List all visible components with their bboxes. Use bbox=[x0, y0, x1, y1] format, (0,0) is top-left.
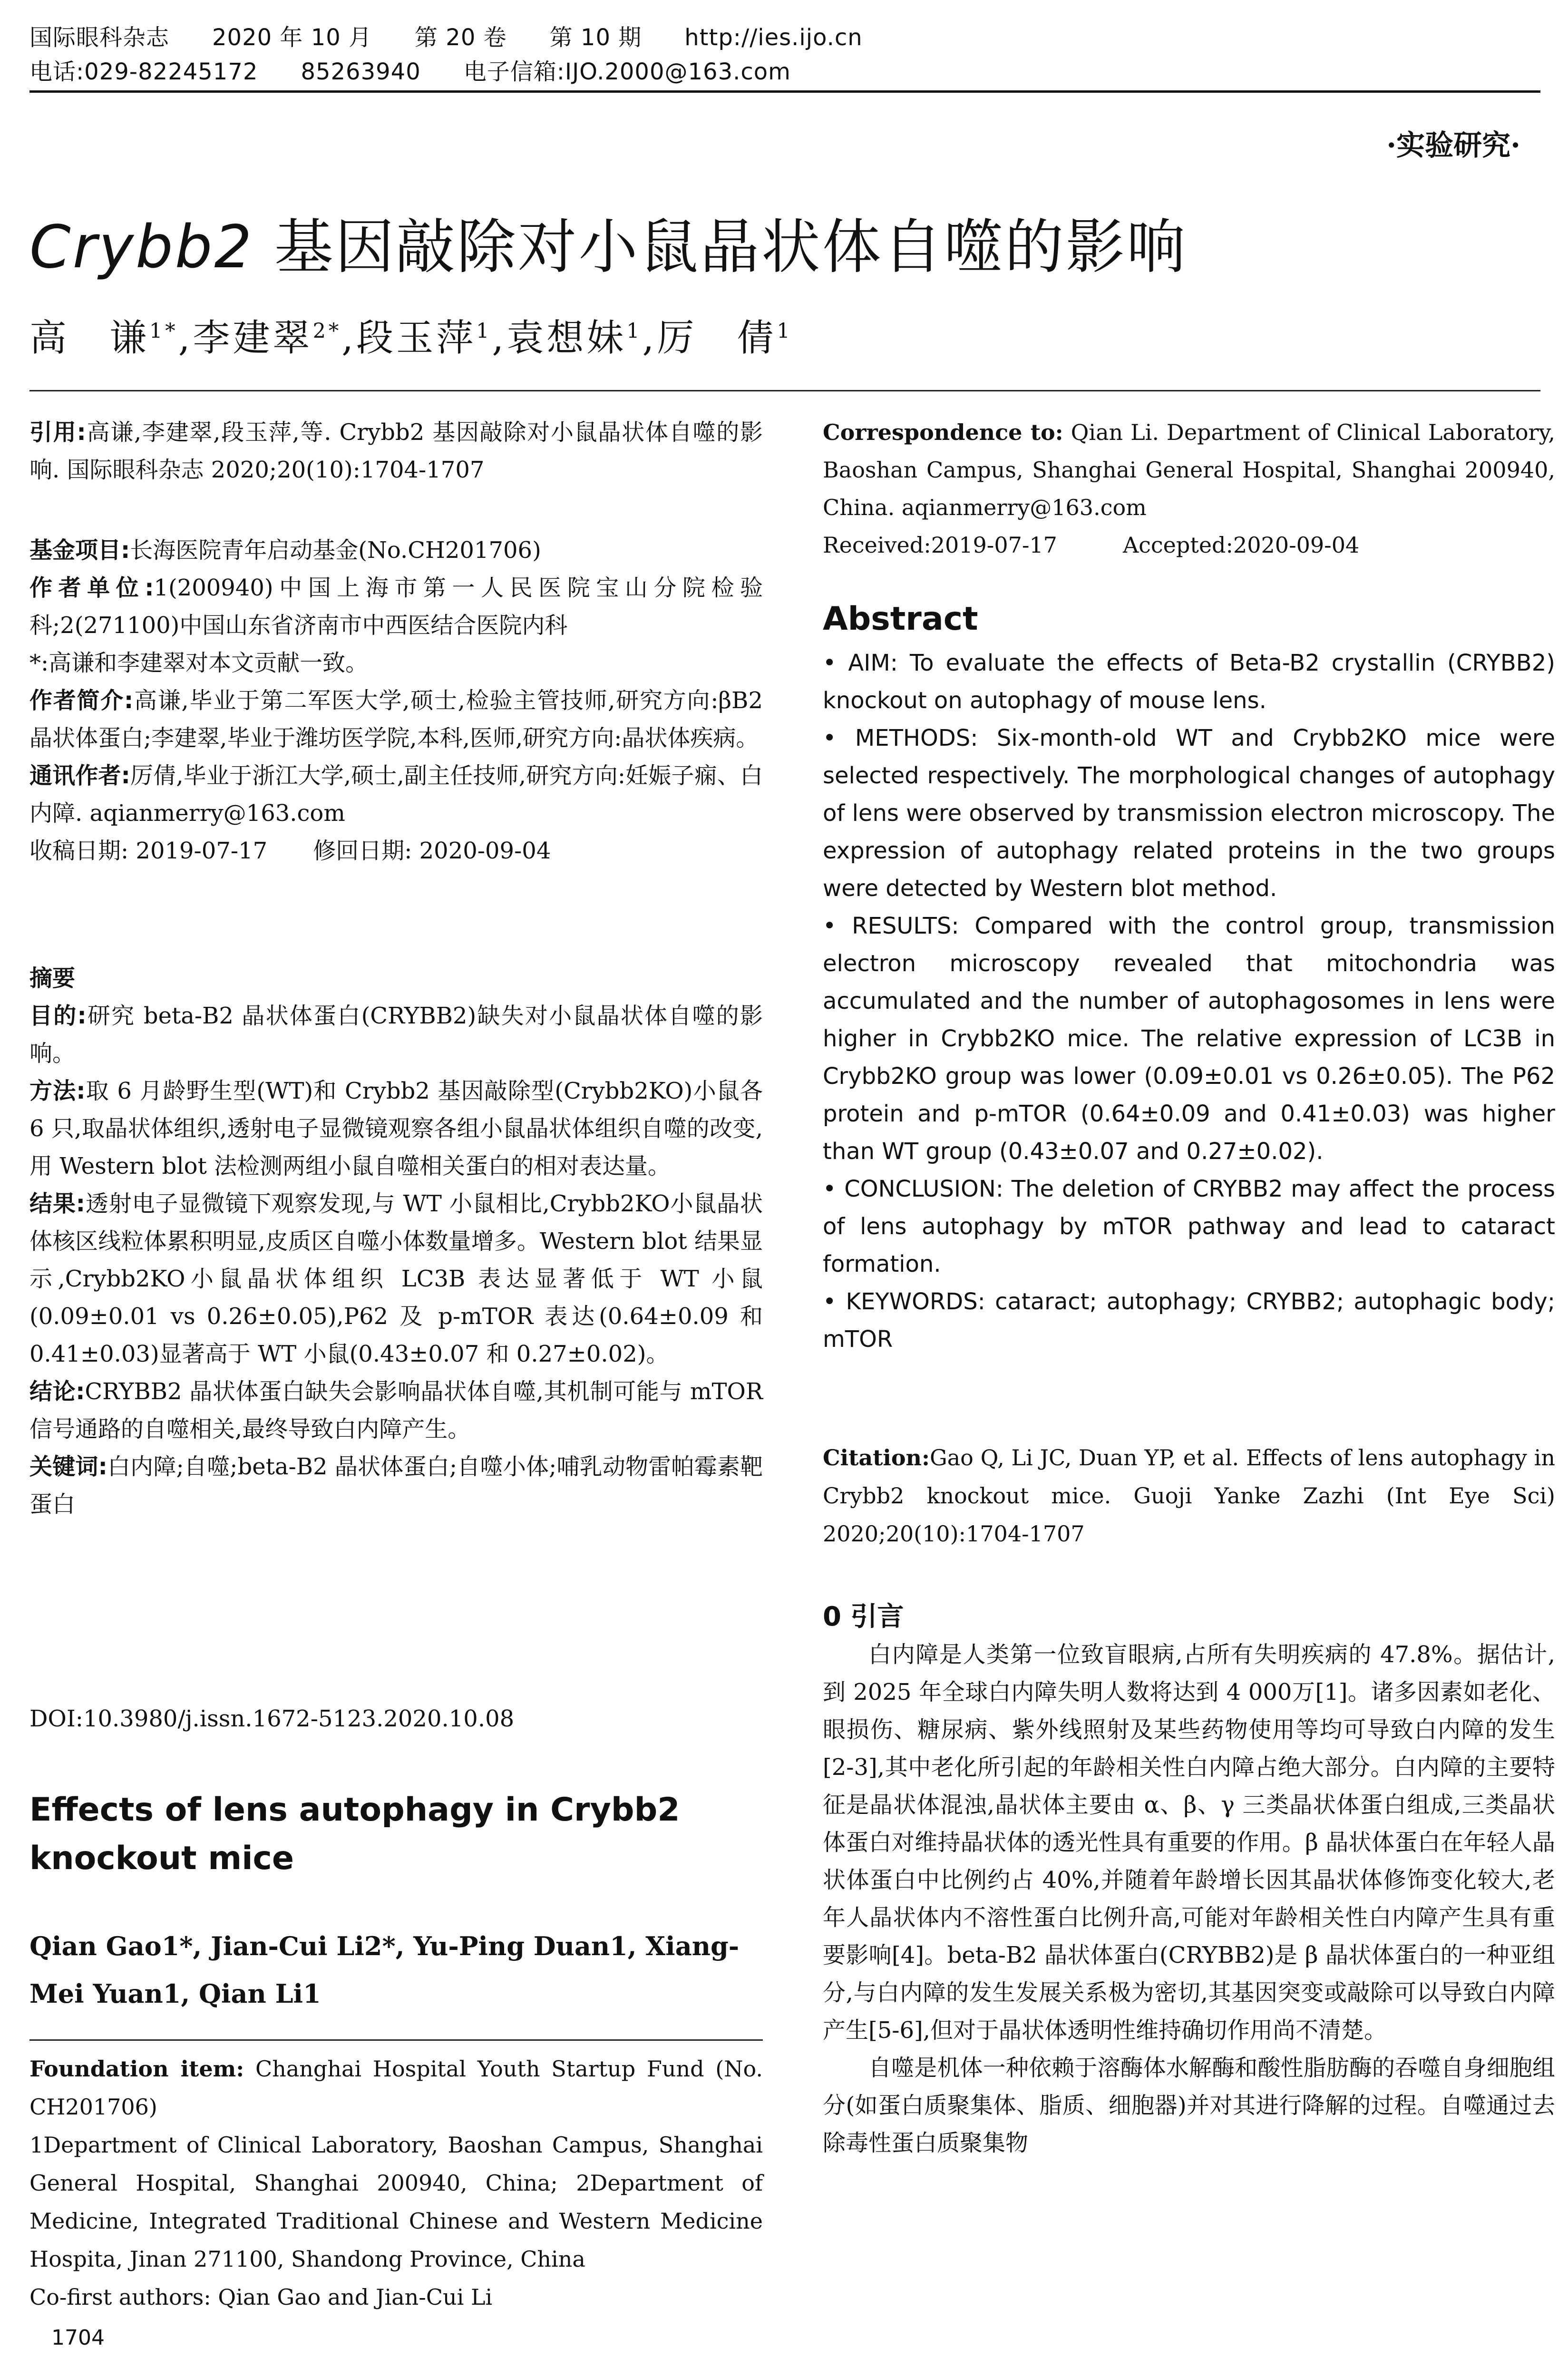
conclusion-zh: CRYBB2 晶状体蛋白缺失会影响晶状体自噬,其机制可能与 mTOR 信号通路的自噬相关,最终导致白内障产生。 bbox=[29, 1378, 763, 1442]
abstract-en-heading: Abstract bbox=[823, 600, 978, 638]
english-authors-rule bbox=[29, 2039, 763, 2041]
citation-zh-text: 高谦,李建翠,段玉萍,等. Crybb2 基因敲除对小鼠晶状体自噬的影响. 国际眼科杂志 2020;20(10):1704-1707 bbox=[29, 419, 763, 483]
citation-en-text: Gao Q, Li JC, Duan YP, et al. Effects of lens autophagy in Crybb2 knockout mice. Guoji Yanke Zazhi (Int Eye Sci) 2020;20(10):1704-1707 bbox=[823, 1445, 1555, 1547]
author-zh: 段玉萍 bbox=[356, 317, 477, 360]
authors-rule bbox=[29, 390, 1540, 391]
title-gene: Crybb2 bbox=[29, 213, 254, 282]
affiliations-en: 1Department of Clinical Laboratory, Baoshan Campus, Shanghai General Hospital, Shanghai 200940, China; 2Department of Medicine, Integrated Traditional Chinese and Western Medicine Hospita, Jinan 271100, Shandong Province, China bbox=[29, 2132, 763, 2272]
author-zh: 李建翠 bbox=[193, 317, 313, 360]
english-article-info: Foundation item: Changhai Hospital Youth Startup Fund (No. CH201706) 1Department of Clinical Laboratory, Baoshan Campus, Shanghai General Hospital, Shanghai 200940, China; 2Department of Medicine, Integrated Traditional Chinese and Western Medicine Hospita, Jinan 271100, Shandong Province, China Co-first authors: Qian Gao and Jian-Cui Li bbox=[29, 2050, 763, 2316]
phone-2: 85263940 bbox=[301, 58, 421, 85]
equal-contrib-zh: *:高谦和李建翠对本文贡献一致。 bbox=[29, 650, 369, 676]
intro-heading: 0 引言 bbox=[823, 1601, 904, 1632]
abstract-zh: 摘要 目的:研究 beta-B2 晶状体蛋白(CRYBB2)缺失对小鼠晶状体自噬的影响。 方法:取 6 月龄野生型(WT)和 Crybb2 基因敲除型(Crybb2KO)小鼠各 6 只,取晶状体组织,透射电子显微镜观察各组小鼠晶状体组织自噬的改变,用 Western blot 法检测两组小鼠自噬相关蛋白的相对表达量。 结果:透射电子显微镜下观察发现,与 WT 小鼠相比,Crybb2KO小鼠晶状体核区线粒体累积明显,皮质区自噬小体数量增多。Western blot 结果显示,Crybb2KO小鼠晶状体组织 LC3B 表达显著低于 WT 小鼠(0.09±0.01 vs 0.26±0.05),P62 及 p-mTOR 表达(0.64±0.09 和 0.41±0.03)显著高于 WT 小鼠(0.43±0.07 和 0.27±0.02)。 结论:CRYBB2 晶状体蛋白缺失会影响晶状体自噬,其机制可能与 mTOR 信号通路的自噬相关,最终导致白内障产生。 关键词:白内障;自噬;beta-B2 晶状体蛋白;自噬小体;哺乳动物雷帕霉素靶蛋白 bbox=[29, 960, 763, 1523]
aim-zh: 研究 beta-B2 晶状体蛋白(CRYBB2)缺失对小鼠晶状体自噬的影响。 bbox=[29, 1003, 763, 1067]
co-first-authors: Co-first authors: Qian Gao and Jian-Cui Li bbox=[29, 2284, 493, 2310]
conclusion-en: The deletion of CRYBB2 may affect the process of lens autophagy by mTOR pathway and lead to cataract formation. bbox=[823, 1176, 1555, 1277]
bio-zh: 高谦,毕业于第二军医大学,硕士,检验主管技师,研究方向:βB2 晶状体蛋白;李建翠,毕业于潍坊医学院,本科,医师,研究方向:晶状体疾病。 bbox=[29, 687, 763, 751]
correspondence-en: Correspondence to: Qian Li. Department of Clinical Laboratory, Baoshan Campus, Shanghai General Hospital, Shanghai 200940, China. aqianmerry@163.com Received:2019-07-17 Accepted:2020-09-04 bbox=[823, 419, 1556, 558]
keywords-en: cataract; autophagy; CRYBB2; autophagic body; mTOR bbox=[823, 1288, 1555, 1353]
author-zh: 高 谦 bbox=[29, 317, 150, 360]
corr-author-zh: 厉倩,毕业于浙江大学,硕士,副主任技师,研究方向:妊娠子痫、白内障. aqianmerry@163.com bbox=[29, 762, 763, 827]
english-authors: Qian Gao1*, Jian-Cui Li2*, Yu-Ping Duan1, Xiang-Mei Yuan1, Qian Li1 bbox=[29, 1931, 740, 2009]
received-zh: 收稿日期: 2019-07-17 bbox=[29, 838, 268, 864]
citation-zh bbox=[29, 414, 763, 489]
accepted-en: Accepted:2020-09-04 bbox=[1122, 532, 1360, 558]
journal-header-line1 bbox=[29, 19, 906, 52]
page-number: 1704 bbox=[51, 2326, 105, 2350]
phone: 电话:029-82245172 bbox=[29, 58, 258, 85]
section-tag: ·实验研究· bbox=[1386, 129, 1520, 162]
abstract-zh-heading: 摘要 bbox=[29, 965, 76, 992]
abstract-en: • AIM: To evaluate the effects of Beta-B2 crystallin (CRYBB2) knockout on autophagy of mouse lens. • METHODS: Six-month-old WT and Crybb2KO mice were selected respectively. The morphological changes of autophagy of lens were observed by transmission electron microscopy. The expression of autophagy related proteins in the two groups were detected by Western blot method. • RESULTS: Compared with the control group, transmission electron microscopy revealed that mitochondria was accumulated and the number of autophagosomes in lens were higher in Crybb2KO mice. The relative expression of LC3B in Crybb2KO group was lower (0.09±0.01 vs 0.26±0.05). The P62 protein and p-mTOR (0.64±0.09 and 0.41±0.03) was higher than WT group (0.43±0.07 and 0.27±0.02). • CONCLUSION: The deletion of CRYBB2 may affect the process of lens autophagy by mTOR pathway and lead to cataract formation. • KEYWORDS: cataract; autophagy; CRYBB2; autophagic body; mTOR bbox=[823, 650, 1556, 1353]
issue: 第 10 期 bbox=[549, 24, 642, 51]
fund-en: Changhai Hospital Youth Startup Fund (No. CH201706) bbox=[29, 2056, 763, 2120]
author-zh: 袁想妹 bbox=[506, 317, 627, 360]
issue-date: 2020 年 10 月 bbox=[212, 24, 372, 51]
intro-paragraph: 自噬是机体一种依赖于溶酶体水解酶和酸性脂肪酶的吞噬自身细胞组分(如蛋白质聚集体、脂质、细胞器)并对其进行降解的过程。自噬通过去除毒性蛋白质聚集物 bbox=[823, 2055, 1555, 2156]
volume: 第 20 卷 bbox=[415, 24, 507, 51]
citation-zh-label: 引用: bbox=[29, 419, 86, 446]
authors-zh: 高 谦$^{1*}$,李建翠$^{2*}$,段玉萍$^1$,袁想妹$^1$,厉 倩$^1$ bbox=[29, 317, 793, 360]
keywords-zh: 白内障;自噬;beta-B2 晶状体蛋白;自噬小体;哺乳动物雷帕霉素靶蛋白 bbox=[29, 1453, 763, 1518]
article-info-zh: 基金项目:长海医院青年启动基金(No.CH201706) 作者单位:1(200940)中国上海市第一人民医院宝山分院检验科;2(271100)中国山东省济南市中西医结合医院内科 *:高谦和李建翠对本文贡献一致。 作者简介:高谦,毕业于第二军医大学,硕士,检验主管技师,研究方向:βB2 晶状体蛋白;李建翠,毕业于潍坊医学院,本科,医师,研究方向:晶状体疾病。 通讯作者:厉倩,毕业于浙江大学,硕士,副主任技师,研究方向:妊娠子痫、白内障. aqianmerry@163.com 收稿日期: 2019-07-17 修回日期: 2020-09-04 bbox=[29, 537, 763, 864]
journal-header-line2 bbox=[29, 53, 834, 86]
revised-zh: 修回日期: 2020-09-04 bbox=[313, 838, 551, 864]
doi[interactable]: DOI:10.3980/j.issn.1672-5123.2020.10.08 bbox=[29, 1705, 515, 1732]
citation-en: Citation:Gao Q, Li JC, Duan YP, et al. Effects of lens autophagy in Crybb2 knockout mice. Guoji Yanke Zazhi (Int Eye Sci) 2020;20(10):1704-1707 bbox=[823, 1445, 1555, 1547]
title-rest: 基因敲除对小鼠晶状体自噬的影响 bbox=[253, 213, 1188, 282]
intro-paragraph: 白内障是人类第一位致盲眼病,占所有失明疾病的 47.8%。据估计,到 2025 年全球白内障失明人数将达到 4 000万[1]。诸多因素如老化、眼损伤、糖尿病、紫外线照射及某些药物使用等均可导致白内障的发生[2-3],其中老化所引起的年龄相关性白内障占绝大部分。白内障的主要特征是晶状体混浊,晶状体主要由 α、β、γ 三类晶状体蛋白组成,三类晶状体蛋白对维持晶状体的透光性具有重要的作用。β 晶状体蛋白在年轻人晶状体蛋白中比例约占 40%,并随着年龄增长因其晶状体修饰变化较大,老年人晶状体内不溶性蛋白比例升高,可能对年龄相关性白内障产生具有重要影响[4]。beta-B2 晶状体蛋白(CRYBB2)是 β 晶状体蛋白的一种亚组分,与白内障的发生发展关系极为密切,其基因突变或敲除可以导致白内障产生[5-6],但对于晶状体透明性维持确切作用尚不清楚。 bbox=[823, 1641, 1555, 2044]
journal-url[interactable]: http://ies.ijo.cn bbox=[684, 24, 863, 51]
methods-en: Six-month-old WT and Crybb2KO mice were selected respectively. The morphological changes of autophagy of lens were observed by transmission electron microscopy. The expression of autophagy related proteins in the two groups were detected by Western blot method. bbox=[823, 725, 1556, 902]
results-zh: 透射电子显微镜下观察发现,与 WT 小鼠相比,Crybb2KO小鼠晶状体核区线粒体累积明显,皮质区自噬小体数量增多。Western blot 结果显示,Crybb2KO小鼠晶状体组织 LC3B 表达显著低于 WT 小鼠(0.09±0.01 vs 0.26±0.05),P62 及 p-mTOR 表达(0.64±0.09 和 0.41±0.03)显著高于 WT 小鼠(0.43±0.07 和 0.27±0.02)。 bbox=[29, 1190, 763, 1367]
methods-zh: 取 6 月龄野生型(WT)和 Crybb2 基因敲除型(Crybb2KO)小鼠各 6 只,取晶状体组织,透射电子显微镜观察各组小鼠晶状体组织自噬的改变,用 Western blot 法检测两组小鼠自噬相关蛋白的相对表达量。 bbox=[29, 1078, 763, 1179]
received-en: Received:2019-07-17 bbox=[823, 532, 1057, 558]
aim-en: To evaluate the effects of Beta-B2 crystallin (CRYBB2) knockout on autophagy of mouse lens. bbox=[823, 650, 1555, 714]
journal-name: 国际眼科杂志 bbox=[29, 24, 170, 51]
fund-zh: 长海医院青年启动基金(No.CH201706) bbox=[130, 537, 541, 564]
correspondence-text: Qian Li. Department of Clinical Laboratory, Baoshan Campus, Shanghai General Hospital, Shanghai 200940, China. aqianmerry@163.com bbox=[823, 419, 1556, 520]
english-title: Effects of lens autophagy in Crybb2 knockout mice bbox=[29, 1791, 680, 1877]
results-en: Compared with the control group, transmission electron microscopy revealed that mitochondria was accumulated and the number of autophagosomes in lens were higher in Crybb2KO mice. The relative expression of LC3B in Crybb2KO group was lower (0.09±0.01 vs 0.26±0.05). The P62 protein and p-mTOR (0.64±0.09 and 0.41±0.03) was higher than WT group (0.43±0.07 and 0.27±0.02). bbox=[823, 913, 1556, 1165]
article-title bbox=[29, 200, 1188, 284]
intro-body bbox=[823, 1636, 1555, 2162]
unit-zh: 1(200940)中国上海市第一人民医院宝山分院检验科;2(271100)中国山东省济南市中西医结合医院内科 bbox=[29, 575, 763, 639]
author-zh: 厉 倩 bbox=[657, 317, 777, 360]
email[interactable]: 电子信箱:IJO.2000@163.com bbox=[463, 58, 791, 85]
header-rule bbox=[29, 90, 1540, 93]
